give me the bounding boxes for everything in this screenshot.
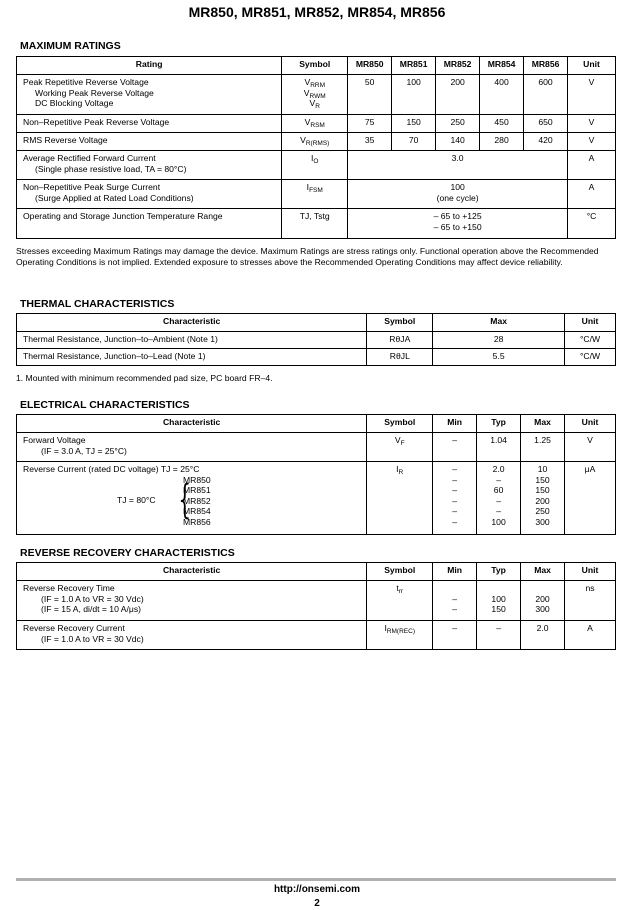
rating-text: Non–Repetitive Peak Reverse Voltage — [17, 115, 282, 133]
symbol-text: $I_{FSM}$ — [282, 180, 348, 209]
cell-min: – — [452, 495, 458, 506]
cell-min: – — [433, 433, 477, 462]
max-ratings-table — [16, 56, 616, 239]
char-condition: (IF = 3.0 A, TJ = 25°C) — [41, 445, 127, 456]
col-header: MR854 — [480, 57, 524, 75]
cell-typ: 150 — [491, 604, 506, 614]
cell-value: 280 — [480, 133, 524, 151]
rating-text: Peak Repetitive Reverse Voltage — [23, 77, 149, 87]
cell-typ: 2.0 — [492, 464, 505, 474]
char-condition: (IF = 15 A, di/dt = 10 A/μs) — [41, 604, 142, 614]
cell-typ: 100 — [491, 593, 506, 604]
table-row — [17, 332, 616, 349]
cell-unit: °C — [568, 209, 616, 239]
cell-value: 70 — [392, 133, 436, 151]
cell-value: 100 — [450, 182, 465, 192]
cell-typ: – — [477, 621, 521, 650]
part-name: MR856 — [183, 516, 211, 527]
table-row — [17, 133, 616, 151]
col-header: Max — [433, 314, 565, 332]
cell-value: 600 — [524, 75, 568, 115]
part-name: MR850 — [183, 474, 211, 485]
recovery-table — [16, 562, 616, 650]
col-header: Symbol — [367, 563, 433, 581]
col-header: Max — [521, 563, 565, 581]
cell-value: 650 — [524, 115, 568, 133]
table-row — [17, 115, 616, 133]
col-header: MR856 — [524, 57, 568, 75]
cell-max: 10 — [537, 464, 548, 474]
cell-value: 400 — [480, 75, 524, 115]
cell-unit: V — [565, 433, 616, 462]
cell-value: 50 — [348, 75, 392, 115]
footer-divider — [16, 878, 616, 881]
symbol-text: $V_{RRM}$ — [304, 77, 325, 89]
cell-max: 150 — [535, 485, 550, 495]
cell-value: 100 — [392, 75, 436, 115]
cell-max: 300 — [535, 604, 550, 614]
max-ratings-note: Stresses exceeding Maximum Ratings may damage the device. Maximum Ratings are stress ratings only. Functional operation above the Recommended Operating Conditions is not implied. Extended exposure to stresses above the Recommended Operating Conditions may affect device reliability. — [16, 246, 599, 267]
cell-typ: – — [496, 474, 501, 485]
electrical-heading: ELECTRICAL CHARACTERISTICS — [20, 399, 190, 411]
cell-max: 200 — [535, 495, 550, 506]
cell-unit: V — [568, 133, 616, 151]
col-header: Characteristic — [17, 415, 367, 433]
part-name: MR854 — [183, 506, 211, 516]
char-text: Forward Voltage — [23, 435, 86, 445]
cell-max: 2.0 — [521, 621, 565, 650]
cell-value: (one cycle) — [436, 192, 479, 203]
cell-max: 300 — [535, 516, 550, 527]
col-header: Symbol — [367, 415, 433, 433]
symbol-text: $I_O$ — [282, 151, 348, 180]
cell-value: 250 — [436, 115, 480, 133]
col-header: Characteristic — [17, 563, 367, 581]
char-condition: (IF = 1.0 A to VR = 30 Vdc) — [41, 593, 144, 604]
symbol-text: $I_R$ — [367, 462, 433, 535]
rating-text: DC Blocking Voltage — [35, 98, 114, 108]
cell-min: – — [452, 464, 458, 474]
cell-value: 140 — [436, 133, 480, 151]
part-name: MR851 — [183, 485, 211, 495]
rating-condition: (Surge Applied at Rated Load Conditions) — [35, 192, 194, 203]
cell-value: 75 — [348, 115, 392, 133]
symbol-text: $V_R$ — [309, 98, 320, 110]
brace-icon: { — [178, 476, 192, 523]
col-header: Unit — [565, 314, 616, 332]
cell-min: – — [452, 604, 458, 614]
cell-unit: μA — [565, 462, 616, 535]
table-header-row — [17, 415, 616, 433]
page-title: MR850, MR851, MR852, MR854, MR856 — [188, 4, 446, 20]
cell-value: 420 — [524, 133, 568, 151]
thermal-table — [16, 313, 616, 366]
char-text: Thermal Resistance, Junction–to–Lead (Note 1) — [17, 349, 367, 366]
rating-text: Operating and Storage Junction Temperature Range — [17, 209, 282, 239]
symbol-text: $t_{rr}$ — [367, 581, 433, 621]
cell-min: – — [433, 621, 477, 650]
col-header: Unit — [565, 415, 616, 433]
table-header-row — [17, 314, 616, 332]
col-header: MR850 — [348, 57, 392, 75]
cell-value: 5.5 — [433, 349, 565, 366]
col-header: Max — [521, 415, 565, 433]
col-header: Symbol — [367, 314, 433, 332]
col-header: Unit — [565, 563, 616, 581]
char-text: Reverse Current (rated DC voltage) TJ = 25°C — [23, 464, 200, 474]
cell-value: 450 — [480, 115, 524, 133]
symbol-text: $V_F$ — [367, 433, 433, 462]
cell-max: 150 — [535, 474, 550, 485]
page-number: 2 — [314, 898, 320, 909]
cell-min: – — [452, 485, 458, 495]
char-condition: (IF = 1.0 A to VR = 30 Vdc) — [41, 633, 144, 644]
cell-value: – 65 to +125 — [433, 211, 482, 221]
symbol-text: $V_{R(RMS)}$ — [282, 133, 348, 151]
table-header-row — [17, 57, 616, 75]
char-text: Reverse Recovery Time — [23, 583, 115, 593]
col-header: Characteristic — [17, 314, 367, 332]
col-header: Typ — [477, 563, 521, 581]
col-header: MR851 — [392, 57, 436, 75]
cell-typ: 100 — [491, 516, 506, 527]
cell-unit: A — [568, 180, 616, 209]
cell-max: 250 — [535, 506, 550, 516]
table-header-row — [17, 563, 616, 581]
max-ratings-heading: MAXIMUM RATINGS — [20, 40, 121, 52]
cell-max: 1.25 — [521, 433, 565, 462]
col-header: Typ — [477, 415, 521, 433]
cell-unit: ns — [565, 581, 616, 621]
cell-value: 3.0 — [348, 151, 568, 180]
part-name: MR852 — [183, 495, 211, 506]
cell-unit: V — [568, 75, 616, 115]
cell-unit: V — [568, 115, 616, 133]
symbol-text: RθJA — [367, 332, 433, 349]
symbol-text: $V_{RWM}$ — [303, 87, 326, 100]
cell-typ: 60 — [493, 485, 504, 495]
symbol-text: TJ, Tstg — [282, 209, 348, 239]
symbol-text: $I_{RM(REC)}$ — [367, 621, 433, 650]
cell-unit: °C/W — [565, 349, 616, 366]
rating-condition: (Single phase resistive load, TA = 80°C) — [35, 163, 187, 174]
col-header: Min — [433, 415, 477, 433]
table-row — [17, 151, 616, 180]
cell-min: – — [452, 474, 458, 485]
char-text: Reverse Recovery Current — [23, 623, 125, 633]
cell-value: 28 — [433, 332, 565, 349]
col-header: Rating — [17, 57, 282, 75]
recovery-heading: REVERSE RECOVERY CHARACTERISTICS — [20, 547, 235, 559]
rating-text: Average Rectified Forward Current — [23, 153, 156, 163]
cell-min: – — [452, 516, 458, 527]
footer-url-link[interactable]: http://onsemi.com — [273, 884, 361, 895]
rating-text: Non–Repetitive Peak Surge Current — [23, 182, 161, 192]
cell-value: 35 — [348, 133, 392, 151]
tj80-label: TJ = 80°C — [117, 494, 156, 505]
table-row — [17, 462, 616, 535]
char-text: Thermal Resistance, Junction–to–Ambient (Note 1) — [17, 332, 367, 349]
rating-text: Working Peak Reverse Voltage — [35, 87, 154, 98]
part-list — [23, 475, 360, 529]
col-header: Symbol — [282, 57, 348, 75]
thermal-heading: THERMAL CHARACTERISTICS — [20, 298, 175, 310]
table-row — [17, 75, 616, 115]
cell-typ: 1.04 — [477, 433, 521, 462]
cell-value: – 65 to +150 — [433, 221, 482, 232]
symbol-text: RθJL — [367, 349, 433, 366]
table-row — [17, 433, 616, 462]
col-header: Unit — [568, 57, 616, 75]
cell-unit: °C/W — [565, 332, 616, 349]
table-row — [17, 581, 616, 621]
col-header: Min — [433, 563, 477, 581]
cell-typ: – — [496, 495, 501, 506]
electrical-table — [16, 414, 616, 535]
cell-min: – — [452, 506, 458, 516]
table-row — [17, 621, 616, 650]
cell-value: 200 — [436, 75, 480, 115]
cell-max: 200 — [535, 593, 550, 604]
rating-text: RMS Reverse Voltage — [17, 133, 282, 151]
cell-unit: A — [565, 621, 616, 650]
table-row — [17, 349, 616, 366]
col-header: MR852 — [436, 57, 480, 75]
table-row — [17, 209, 616, 239]
cell-min: – — [452, 593, 458, 604]
cell-value: 150 — [392, 115, 436, 133]
symbol-text: $V_{RSM}$ — [282, 115, 348, 133]
cell-unit: A — [568, 151, 616, 180]
thermal-footnote: 1. Mounted with minimum recommended pad size, PC board FR–4. — [16, 373, 273, 383]
table-row — [17, 180, 616, 209]
cell-typ: – — [496, 506, 501, 516]
